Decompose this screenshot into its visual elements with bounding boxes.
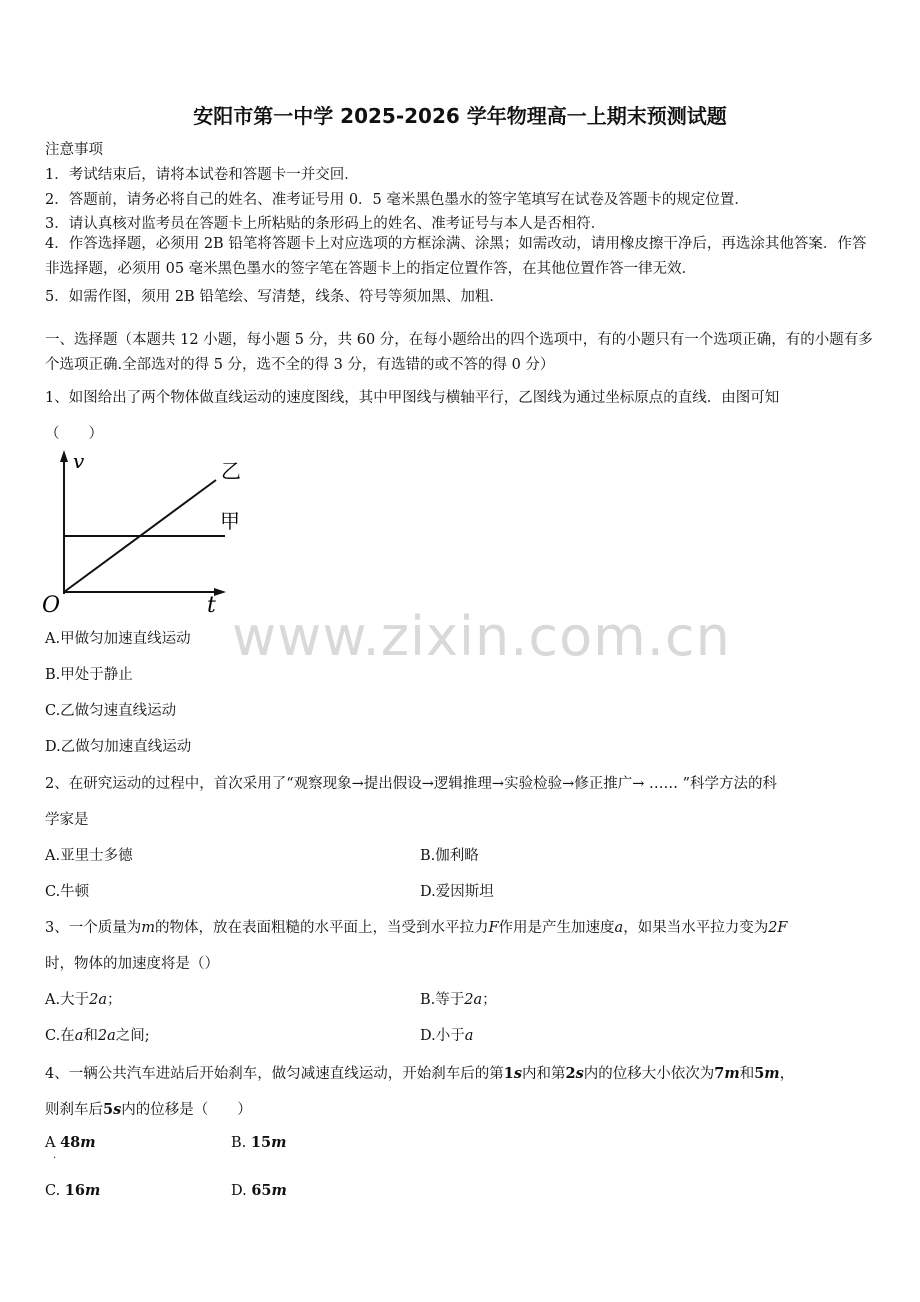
q3-var-2a: 2a <box>89 992 107 1008</box>
q3-var-2f: 2F <box>768 920 788 936</box>
q3-text: ； <box>106 992 122 1008</box>
q2-stem-cont: 学家是 <box>45 812 89 828</box>
yi-label: 乙 <box>221 459 241 483</box>
q4-option-c <box>45 1182 100 1199</box>
notice-item: 2．答题前，请务必将自己的姓名、准考证号用 0．5 毫米黑色墨水的签字笔填写在试卷及答题卡的规定位置． <box>45 192 749 208</box>
q3-option-b <box>420 988 497 1009</box>
q1-stem: 1、如图给出了两个物体做直线运动的速度图线，其中甲图线与横轴平行，乙图线为通过坐标原点的直线．由图可知 <box>45 390 780 406</box>
q2-option-a: A.亚里士多德 <box>45 848 133 864</box>
q3-option-d <box>420 1024 473 1045</box>
q1-option-a: A.甲做匀加速直线运动 <box>45 631 191 647</box>
q1-option-c: C.乙做匀速直线运动 <box>45 703 177 719</box>
q3-var-a: a <box>464 1028 474 1044</box>
q4-text: C. <box>45 1183 61 1199</box>
v-label: v <box>73 449 85 473</box>
q4-text: 内的位移大小依次为 <box>583 1066 715 1082</box>
q4-option-a <box>45 1134 96 1151</box>
q4-text: D. <box>231 1183 247 1199</box>
q3-var-f: F <box>488 920 499 936</box>
q4-option-d <box>231 1182 287 1199</box>
q4-num: 1 <box>503 1065 514 1082</box>
q3-text: ； <box>482 992 497 1008</box>
q1-velocity-graph <box>40 448 260 618</box>
q3-option-c <box>45 1024 150 1045</box>
q4-unit-m: m <box>84 1182 101 1199</box>
watermark: www.zixin.com.cn <box>232 605 731 668</box>
q4-unit-m: m <box>271 1134 287 1151</box>
q4-unit-s: s <box>513 1065 522 1082</box>
q4-stem-cont <box>45 1098 252 1119</box>
q4-text: 内的位移是（ ） <box>121 1102 252 1118</box>
q4-text: 则刹车后 <box>45 1102 103 1118</box>
q4-num: 5 <box>103 1101 114 1118</box>
q2-option-b: B.伽利略 <box>420 848 479 864</box>
q1-option-b: B.甲处于静止 <box>45 667 133 683</box>
q1-blank: （ ） <box>45 426 103 442</box>
q4-text: B. <box>231 1135 247 1151</box>
q3-text: ，如果当水平拉力变为 <box>623 920 769 936</box>
q3-var-a: a <box>74 1028 84 1044</box>
q4-num: 2 <box>565 1065 576 1082</box>
q4-text: 4、一辆公共汽车进站后开始刹车，做匀减速直线运动，开始刹车后的第 <box>45 1066 504 1082</box>
q4-text: A <box>45 1135 56 1151</box>
q2-option-c: C.牛顿 <box>45 884 90 900</box>
notice-heading: 注意事项 <box>45 142 103 158</box>
q4-unit-m: m <box>724 1065 740 1082</box>
q3-stem-cont: 时，物体的加速度将是（） <box>45 956 219 972</box>
q4-unit-s: s <box>575 1065 584 1082</box>
q3-text: 的物体，放在表面粗糙的水平面上，当受到水平拉力 <box>154 920 489 936</box>
notice-item: 5．如需作图，须用 2B 铅笔绘、写清楚，线条、符号等须加黑、加粗． <box>45 289 504 305</box>
q4-num: 7 <box>714 1065 725 1082</box>
q4-unit-m: m <box>764 1065 780 1082</box>
q3-text: B.等于 <box>420 992 465 1008</box>
v-axis-arrow <box>60 450 68 462</box>
q3-text: 3、一个质量为 <box>45 920 142 936</box>
notice-item: 1．考试结束后，请将本试卷和答题卡一并交回． <box>45 167 359 183</box>
q3-text: 作用是产生加速度 <box>498 920 615 936</box>
page-title: 安阳市第一中学 2025-2026 学年物理高一上期末预测试题 <box>193 104 727 128</box>
q4-num: 48 <box>60 1134 81 1151</box>
q3-var-a: a <box>614 920 624 936</box>
q4-num: 5 <box>754 1065 765 1082</box>
q1-option-d: D.乙做匀加速直线运动 <box>45 739 192 755</box>
q3-text: A.大于 <box>45 992 90 1008</box>
q3-text: 之间; <box>115 1028 150 1044</box>
q3-text: D.小于 <box>420 1028 465 1044</box>
q4-unit-m: m <box>271 1182 287 1199</box>
q3-var-2a: 2a <box>97 1028 116 1044</box>
q3-text: C.在 <box>45 1028 75 1044</box>
q2-stem: 2、在研究运动的过程中，首次采用了“观察现象→提出假设→逻辑推理→实验检验→修正推广→ …… ”科学方法的科 <box>45 776 778 792</box>
q4-num: 15 <box>250 1134 272 1151</box>
q4-unit-s: s <box>113 1101 122 1118</box>
q3-text: 和 <box>83 1028 98 1044</box>
notice-item: 4．作答选择题，必须用 2B 铅笔将答题卡上对应选项的方框涂满、涂黑；如需改动，请用橡皮擦干净后，再选涂其他答案．作答非选择题，必须用 05 毫米黑色墨水的签字笔在答题卡上的指定位置作答，在其他位置作答一律无效． <box>45 236 867 277</box>
jia-label: 甲 <box>220 509 240 533</box>
notice-item: 3．请认真核对监考员在答题卡上所粘贴的条形码上的姓名、准考证号与本人是否相符． <box>45 216 606 232</box>
origin-label: O <box>42 593 61 618</box>
q4-text: 和 <box>739 1066 755 1082</box>
q4-num: 16 <box>64 1182 85 1199</box>
q3-option-a <box>45 988 121 1009</box>
t-label: t <box>207 593 216 618</box>
q3-var-m: m <box>141 920 155 936</box>
q4-text: 内和第 <box>522 1066 566 1082</box>
q4-option-b <box>231 1134 286 1151</box>
q4-text: ， <box>779 1066 795 1082</box>
q4-stray-dot: . <box>53 1150 57 1161</box>
q4-num: 65 <box>251 1182 272 1199</box>
q4-unit-m: m <box>80 1134 96 1151</box>
section-heading: 一、选择题（本题共 12 小题，每小题 5 分，共 60 分，在每小题给出的四个选项中，有的小题只有一个选项正确，有的小题有多个选项正确.全部选对的得 5 分，选不全的得 3 分，有选错的或不答的得 0 分） <box>45 332 873 373</box>
q3-var-2a: 2a <box>464 992 483 1008</box>
q2-option-d: D.爱因斯坦 <box>420 884 494 900</box>
q4-stem <box>45 1062 794 1083</box>
q3-stem <box>45 916 788 937</box>
